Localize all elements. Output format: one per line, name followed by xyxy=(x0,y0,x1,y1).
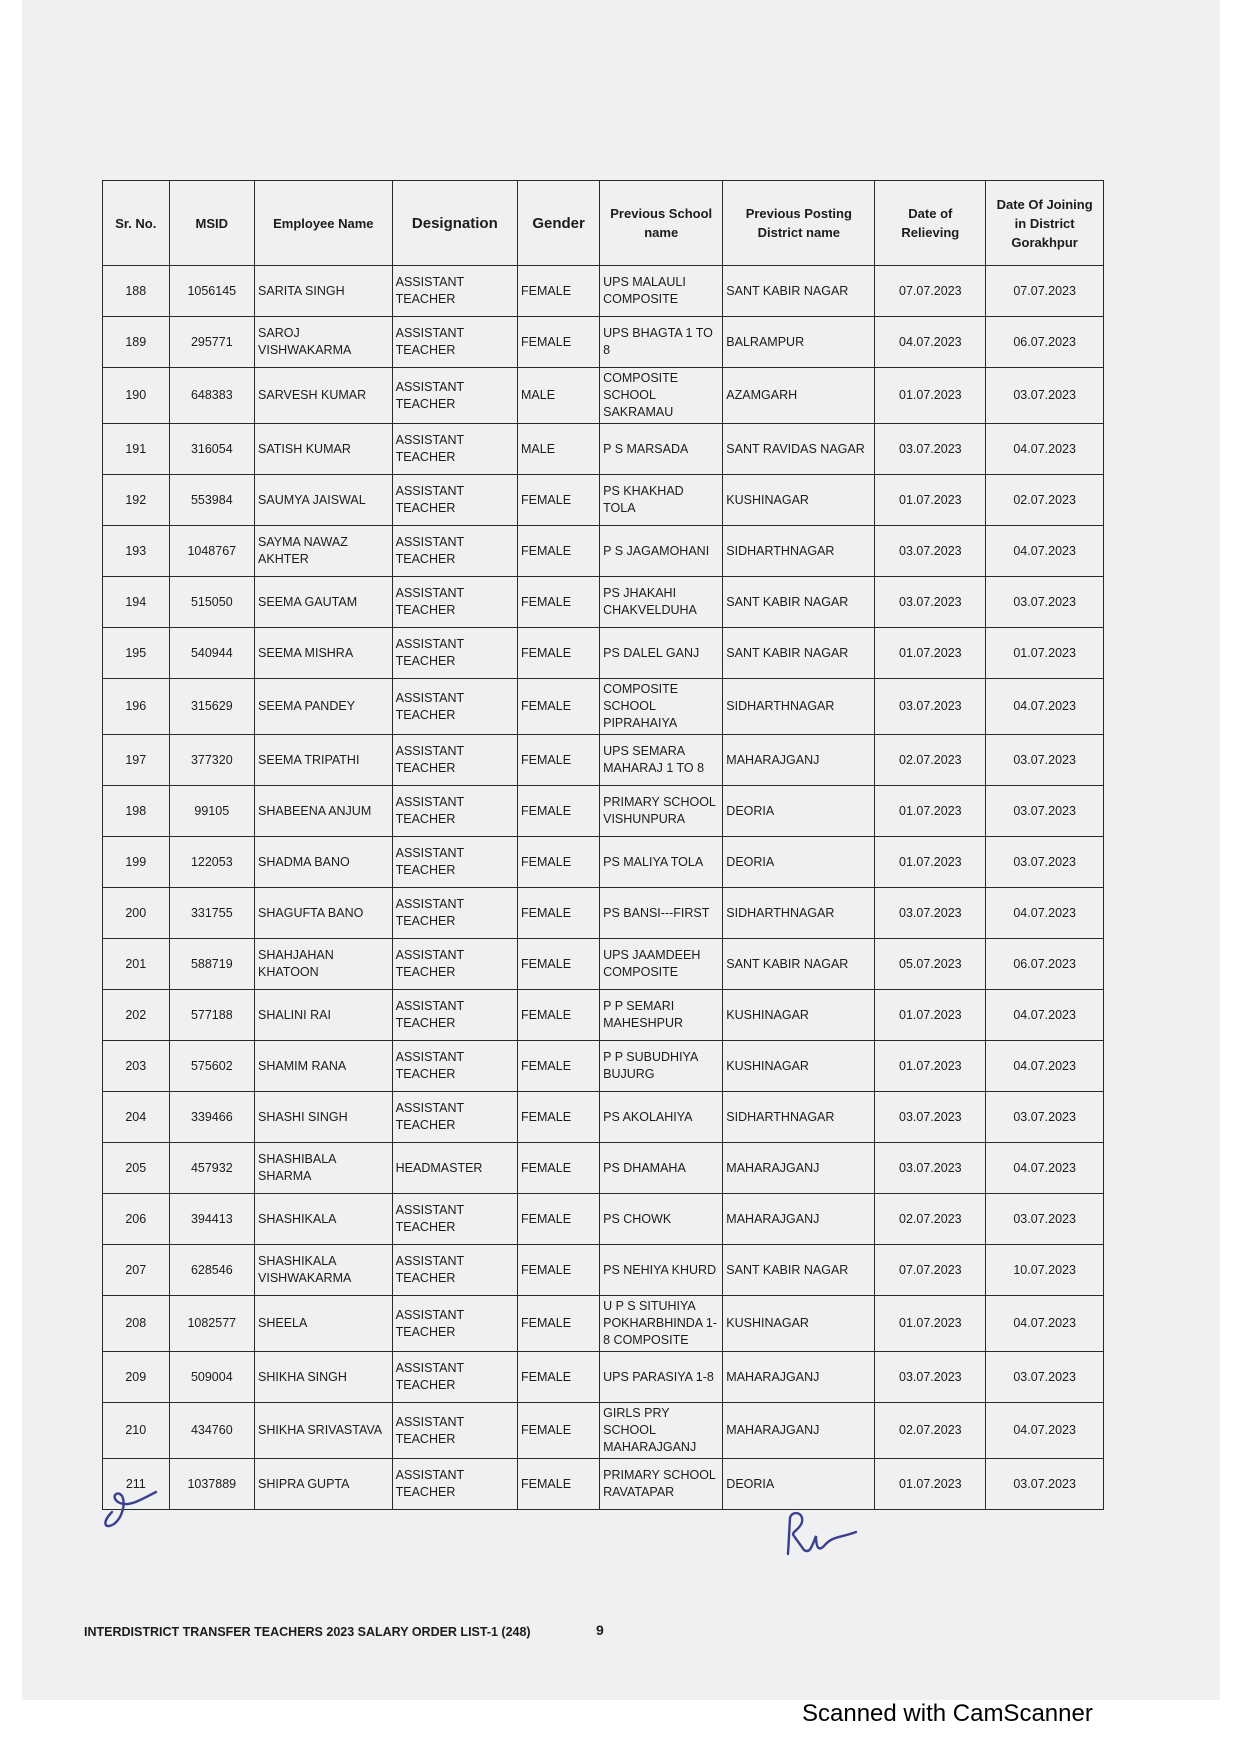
cell-sr-no: 206 xyxy=(103,1194,170,1245)
cell-previous-district: SIDHARTHNAGAR xyxy=(723,1092,875,1143)
cell-msid: 377320 xyxy=(169,735,254,786)
cell-date-relieving: 03.07.2023 xyxy=(875,577,986,628)
cell-designation: ASSISTANT TEACHER xyxy=(392,1352,517,1403)
header-previous-district: Previous Posting District name xyxy=(723,181,875,266)
cell-previous-school: P S MARSADA xyxy=(600,424,723,475)
cell-date-joining: 03.07.2023 xyxy=(986,1092,1104,1143)
table-row xyxy=(103,526,1104,577)
cell-date-joining: 03.07.2023 xyxy=(986,837,1104,888)
cell-msid: 575602 xyxy=(169,1041,254,1092)
cell-date-joining: 07.07.2023 xyxy=(986,266,1104,317)
cell-date-joining: 06.07.2023 xyxy=(986,939,1104,990)
cell-gender: FEMALE xyxy=(518,1245,600,1296)
table-body xyxy=(103,266,1104,1510)
cell-employee-name: SHAHJAHAN KHATOON xyxy=(255,939,393,990)
cell-date-relieving: 01.07.2023 xyxy=(875,1296,986,1352)
cell-date-joining: 04.07.2023 xyxy=(986,888,1104,939)
cell-sr-no: 208 xyxy=(103,1296,170,1352)
cell-employee-name: SHADMA BANO xyxy=(255,837,393,888)
cell-date-relieving: 02.07.2023 xyxy=(875,735,986,786)
cell-sr-no: 205 xyxy=(103,1143,170,1194)
cell-previous-school: PS JHAKAHI CHAKVELDUHA xyxy=(600,577,723,628)
cell-previous-district: BALRAMPUR xyxy=(723,317,875,368)
cell-sr-no: 188 xyxy=(103,266,170,317)
signature-left xyxy=(100,1482,170,1532)
cell-previous-district: DEORIA xyxy=(723,786,875,837)
table-row xyxy=(103,317,1104,368)
table-header-row xyxy=(103,181,1104,266)
cell-msid: 99105 xyxy=(169,786,254,837)
cell-previous-school: UPS JAAMDEEH COMPOSITE xyxy=(600,939,723,990)
cell-gender: FEMALE xyxy=(518,679,600,735)
cell-employee-name: SARVESH KUMAR xyxy=(255,368,393,424)
cell-date-joining: 04.07.2023 xyxy=(986,990,1104,1041)
cell-designation: ASSISTANT TEACHER xyxy=(392,939,517,990)
cell-sr-no: 197 xyxy=(103,735,170,786)
cell-date-joining: 03.07.2023 xyxy=(986,786,1104,837)
cell-previous-school: UPS SEMARA MAHARAJ 1 TO 8 xyxy=(600,735,723,786)
table-row xyxy=(103,577,1104,628)
cell-msid: 1048767 xyxy=(169,526,254,577)
cell-sr-no: 203 xyxy=(103,1041,170,1092)
signature-right xyxy=(782,1506,862,1562)
cell-previous-district: MAHARAJGANJ xyxy=(723,1143,875,1194)
cell-designation: ASSISTANT TEACHER xyxy=(392,1459,517,1510)
cell-sr-no: 202 xyxy=(103,990,170,1041)
cell-previous-school: PS AKOLAHIYA xyxy=(600,1092,723,1143)
cell-previous-school: P P SUBUDHIYA BUJURG xyxy=(600,1041,723,1092)
cell-previous-district: SANT KABIR NAGAR xyxy=(723,266,875,317)
cell-previous-district: SIDHARTHNAGAR xyxy=(723,526,875,577)
cell-msid: 1037889 xyxy=(169,1459,254,1510)
cell-date-relieving: 01.07.2023 xyxy=(875,837,986,888)
page-number: 9 xyxy=(596,1622,604,1638)
cell-sr-no: 211 xyxy=(103,1459,170,1510)
cell-employee-name: SHASHIBALA SHARMA xyxy=(255,1143,393,1194)
cell-employee-name: SEEMA MISHRA xyxy=(255,628,393,679)
cell-date-relieving: 01.07.2023 xyxy=(875,786,986,837)
cell-gender: FEMALE xyxy=(518,628,600,679)
cell-sr-no: 199 xyxy=(103,837,170,888)
cell-designation: ASSISTANT TEACHER xyxy=(392,266,517,317)
cell-date-relieving: 01.07.2023 xyxy=(875,1459,986,1510)
cell-previous-district: MAHARAJGANJ xyxy=(723,1352,875,1403)
table-row xyxy=(103,1296,1104,1352)
table-row xyxy=(103,735,1104,786)
cell-previous-district: KUSHINAGAR xyxy=(723,1296,875,1352)
cell-date-relieving: 03.07.2023 xyxy=(875,1092,986,1143)
camscanner-watermark: Scanned with CamScanner xyxy=(802,1700,1093,1727)
cell-previous-school: PRIMARY SCHOOL RAVATAPAR xyxy=(600,1459,723,1510)
cell-employee-name: SATISH KUMAR xyxy=(255,424,393,475)
cell-date-relieving: 03.07.2023 xyxy=(875,526,986,577)
table-row xyxy=(103,1459,1104,1510)
cell-gender: FEMALE xyxy=(518,317,600,368)
cell-previous-school: U P S SITUHIYA POKHARBHINDA 1-8 COMPOSITE xyxy=(600,1296,723,1352)
cell-employee-name: SHASHIKALA VISHWAKARMA xyxy=(255,1245,393,1296)
cell-designation: ASSISTANT TEACHER xyxy=(392,317,517,368)
table-row xyxy=(103,990,1104,1041)
cell-previous-school: PS DHAMAHA xyxy=(600,1143,723,1194)
table-row xyxy=(103,1194,1104,1245)
header-sr-no: Sr. No. xyxy=(103,181,170,266)
cell-previous-school: P S JAGAMOHANI xyxy=(600,526,723,577)
cell-msid: 394413 xyxy=(169,1194,254,1245)
cell-previous-district: AZAMGARH xyxy=(723,368,875,424)
cell-date-joining: 04.07.2023 xyxy=(986,1143,1104,1194)
cell-designation: HEADMASTER xyxy=(392,1143,517,1194)
cell-date-joining: 04.07.2023 xyxy=(986,424,1104,475)
cell-previous-school: PS MALIYA TOLA xyxy=(600,837,723,888)
cell-previous-school: GIRLS PRY SCHOOL MAHARAJGANJ xyxy=(600,1403,723,1459)
cell-date-relieving: 03.07.2023 xyxy=(875,1352,986,1403)
cell-gender: FEMALE xyxy=(518,786,600,837)
cell-designation: ASSISTANT TEACHER xyxy=(392,424,517,475)
cell-sr-no: 193 xyxy=(103,526,170,577)
cell-gender: FEMALE xyxy=(518,526,600,577)
cell-date-relieving: 03.07.2023 xyxy=(875,424,986,475)
cell-date-joining: 03.07.2023 xyxy=(986,1194,1104,1245)
cell-msid: 577188 xyxy=(169,990,254,1041)
cell-date-relieving: 04.07.2023 xyxy=(875,317,986,368)
cell-employee-name: SAUMYA JAISWAL xyxy=(255,475,393,526)
cell-previous-school: COMPOSITE SCHOOL PIPRAHAIYA xyxy=(600,679,723,735)
cell-msid: 540944 xyxy=(169,628,254,679)
cell-employee-name: SHAMIM RANA xyxy=(255,1041,393,1092)
cell-date-joining: 03.07.2023 xyxy=(986,577,1104,628)
table-row xyxy=(103,939,1104,990)
cell-previous-district: SANT RAVIDAS NAGAR xyxy=(723,424,875,475)
cell-sr-no: 209 xyxy=(103,1352,170,1403)
cell-designation: ASSISTANT TEACHER xyxy=(392,368,517,424)
cell-msid: 339466 xyxy=(169,1092,254,1143)
cell-sr-no: 190 xyxy=(103,368,170,424)
cell-msid: 434760 xyxy=(169,1403,254,1459)
cell-date-joining: 06.07.2023 xyxy=(986,317,1104,368)
table-row xyxy=(103,368,1104,424)
cell-previous-district: KUSHINAGAR xyxy=(723,990,875,1041)
cell-msid: 316054 xyxy=(169,424,254,475)
cell-designation: ASSISTANT TEACHER xyxy=(392,786,517,837)
cell-employee-name: SHAGUFTA BANO xyxy=(255,888,393,939)
cell-gender: FEMALE xyxy=(518,577,600,628)
table-row xyxy=(103,679,1104,735)
cell-msid: 1056145 xyxy=(169,266,254,317)
cell-gender: FEMALE xyxy=(518,990,600,1041)
cell-date-joining: 03.07.2023 xyxy=(986,1352,1104,1403)
cell-previous-school: PS KHAKHAD TOLA xyxy=(600,475,723,526)
cell-msid: 331755 xyxy=(169,888,254,939)
cell-date-relieving: 03.07.2023 xyxy=(875,1143,986,1194)
table-row xyxy=(103,1092,1104,1143)
cell-gender: FEMALE xyxy=(518,1459,600,1510)
cell-previous-district: MAHARAJGANJ xyxy=(723,735,875,786)
cell-gender: FEMALE xyxy=(518,266,600,317)
table-row xyxy=(103,888,1104,939)
cell-sr-no: 201 xyxy=(103,939,170,990)
cell-date-joining: 03.07.2023 xyxy=(986,368,1104,424)
cell-date-joining: 02.07.2023 xyxy=(986,475,1104,526)
cell-date-joining: 04.07.2023 xyxy=(986,1403,1104,1459)
cell-gender: FEMALE xyxy=(518,475,600,526)
transfer-table xyxy=(102,180,1104,1510)
table-row xyxy=(103,628,1104,679)
cell-date-relieving: 01.07.2023 xyxy=(875,1041,986,1092)
cell-date-relieving: 05.07.2023 xyxy=(875,939,986,990)
cell-sr-no: 189 xyxy=(103,317,170,368)
cell-gender: FEMALE xyxy=(518,837,600,888)
cell-gender: FEMALE xyxy=(518,1352,600,1403)
cell-employee-name: SEEMA PANDEY xyxy=(255,679,393,735)
header-date-joining: Date Of Joining in District Gorakhpur xyxy=(986,181,1104,266)
cell-gender: FEMALE xyxy=(518,1296,600,1352)
header-employee-name: Employee Name xyxy=(255,181,393,266)
cell-sr-no: 207 xyxy=(103,1245,170,1296)
cell-gender: FEMALE xyxy=(518,1194,600,1245)
cell-designation: ASSISTANT TEACHER xyxy=(392,577,517,628)
cell-date-relieving: 02.07.2023 xyxy=(875,1403,986,1459)
cell-msid: 553984 xyxy=(169,475,254,526)
cell-employee-name: SHABEENA ANJUM xyxy=(255,786,393,837)
cell-previous-district: KUSHINAGAR xyxy=(723,1041,875,1092)
table-row xyxy=(103,1245,1104,1296)
cell-designation: ASSISTANT TEACHER xyxy=(392,888,517,939)
cell-previous-district: MAHARAJGANJ xyxy=(723,1403,875,1459)
cell-previous-district: KUSHINAGAR xyxy=(723,475,875,526)
cell-msid: 509004 xyxy=(169,1352,254,1403)
cell-designation: ASSISTANT TEACHER xyxy=(392,1403,517,1459)
table-row xyxy=(103,1041,1104,1092)
cell-employee-name: SHASHIKALA xyxy=(255,1194,393,1245)
cell-designation: ASSISTANT TEACHER xyxy=(392,1296,517,1352)
cell-designation: ASSISTANT TEACHER xyxy=(392,1041,517,1092)
cell-employee-name: SHIKHA SRIVASTAVA xyxy=(255,1403,393,1459)
cell-employee-name: SEEMA TRIPATHI xyxy=(255,735,393,786)
table-row xyxy=(103,1403,1104,1459)
cell-sr-no: 194 xyxy=(103,577,170,628)
cell-date-relieving: 01.07.2023 xyxy=(875,475,986,526)
cell-employee-name: SARITA SINGH xyxy=(255,266,393,317)
cell-date-relieving: 02.07.2023 xyxy=(875,1194,986,1245)
cell-msid: 588719 xyxy=(169,939,254,990)
cell-gender: FEMALE xyxy=(518,1143,600,1194)
cell-designation: ASSISTANT TEACHER xyxy=(392,679,517,735)
cell-previous-school: UPS BHAGTA 1 TO 8 xyxy=(600,317,723,368)
cell-designation: ASSISTANT TEACHER xyxy=(392,526,517,577)
cell-previous-school: PRIMARY SCHOOL VISHUNPURA xyxy=(600,786,723,837)
header-date-relieving: Date of Relieving xyxy=(875,181,986,266)
cell-gender: FEMALE xyxy=(518,888,600,939)
cell-gender: FEMALE xyxy=(518,1092,600,1143)
cell-previous-school: UPS PARASIYA 1-8 xyxy=(600,1352,723,1403)
cell-sr-no: 204 xyxy=(103,1092,170,1143)
cell-msid: 315629 xyxy=(169,679,254,735)
header-previous-school: Previous School name xyxy=(600,181,723,266)
footer-title: INTERDISTRICT TRANSFER TEACHERS 2023 SALARY ORDER LIST-1 (248) xyxy=(84,1625,531,1639)
cell-designation: ASSISTANT TEACHER xyxy=(392,1194,517,1245)
table-row xyxy=(103,1143,1104,1194)
cell-previous-school: PS DALEL GANJ xyxy=(600,628,723,679)
cell-date-relieving: 01.07.2023 xyxy=(875,368,986,424)
cell-employee-name: SEEMA GAUTAM xyxy=(255,577,393,628)
cell-gender: FEMALE xyxy=(518,1403,600,1459)
cell-msid: 515050 xyxy=(169,577,254,628)
cell-previous-school: P P SEMARI MAHESHPUR xyxy=(600,990,723,1041)
cell-gender: FEMALE xyxy=(518,735,600,786)
cell-date-joining: 04.07.2023 xyxy=(986,679,1104,735)
table-row xyxy=(103,1352,1104,1403)
cell-msid: 628546 xyxy=(169,1245,254,1296)
cell-previous-district: SIDHARTHNAGAR xyxy=(723,888,875,939)
cell-date-relieving: 07.07.2023 xyxy=(875,266,986,317)
cell-previous-district: SIDHARTHNAGAR xyxy=(723,679,875,735)
cell-sr-no: 191 xyxy=(103,424,170,475)
cell-msid: 1082577 xyxy=(169,1296,254,1352)
cell-sr-no: 198 xyxy=(103,786,170,837)
cell-date-relieving: 01.07.2023 xyxy=(875,990,986,1041)
cell-msid: 457932 xyxy=(169,1143,254,1194)
cell-designation: ASSISTANT TEACHER xyxy=(392,475,517,526)
cell-date-joining: 01.07.2023 xyxy=(986,628,1104,679)
cell-gender: MALE xyxy=(518,424,600,475)
header-gender: Gender xyxy=(518,181,600,266)
cell-previous-district: SANT KABIR NAGAR xyxy=(723,939,875,990)
cell-designation: ASSISTANT TEACHER xyxy=(392,1245,517,1296)
cell-sr-no: 192 xyxy=(103,475,170,526)
cell-date-joining: 03.07.2023 xyxy=(986,1459,1104,1510)
cell-previous-district: SANT KABIR NAGAR xyxy=(723,1245,875,1296)
cell-gender: FEMALE xyxy=(518,1041,600,1092)
cell-date-joining: 10.07.2023 xyxy=(986,1245,1104,1296)
cell-date-joining: 04.07.2023 xyxy=(986,1041,1104,1092)
cell-date-joining: 04.07.2023 xyxy=(986,526,1104,577)
cell-previous-district: MAHARAJGANJ xyxy=(723,1194,875,1245)
cell-sr-no: 210 xyxy=(103,1403,170,1459)
cell-employee-name: SHASHI SINGH xyxy=(255,1092,393,1143)
cell-date-relieving: 03.07.2023 xyxy=(875,888,986,939)
cell-employee-name: SAROJ VISHWAKARMA xyxy=(255,317,393,368)
cell-previous-school: COMPOSITE SCHOOL SAKRAMAU xyxy=(600,368,723,424)
cell-designation: ASSISTANT TEACHER xyxy=(392,837,517,888)
header-designation: Designation xyxy=(392,181,517,266)
cell-previous-school: PS CHOWK xyxy=(600,1194,723,1245)
table-row xyxy=(103,837,1104,888)
cell-designation: ASSISTANT TEACHER xyxy=(392,1092,517,1143)
cell-msid: 648383 xyxy=(169,368,254,424)
cell-designation: ASSISTANT TEACHER xyxy=(392,735,517,786)
table-row xyxy=(103,424,1104,475)
cell-msid: 295771 xyxy=(169,317,254,368)
cell-previous-school: PS NEHIYA KHURD xyxy=(600,1245,723,1296)
cell-previous-school: PS BANSI---FIRST xyxy=(600,888,723,939)
cell-employee-name: SHIKHA SINGH xyxy=(255,1352,393,1403)
cell-date-joining: 04.07.2023 xyxy=(986,1296,1104,1352)
cell-sr-no: 195 xyxy=(103,628,170,679)
cell-gender: MALE xyxy=(518,368,600,424)
cell-previous-district: DEORIA xyxy=(723,1459,875,1510)
cell-designation: ASSISTANT TEACHER xyxy=(392,628,517,679)
cell-employee-name: SAYMA NAWAZ AKHTER xyxy=(255,526,393,577)
cell-msid: 122053 xyxy=(169,837,254,888)
cell-date-relieving: 01.07.2023 xyxy=(875,628,986,679)
cell-employee-name: SHIPRA GUPTA xyxy=(255,1459,393,1510)
cell-date-relieving: 03.07.2023 xyxy=(875,679,986,735)
cell-previous-district: SANT KABIR NAGAR xyxy=(723,628,875,679)
cell-previous-school: UPS MALAULI COMPOSITE xyxy=(600,266,723,317)
cell-gender: FEMALE xyxy=(518,939,600,990)
table-row xyxy=(103,475,1104,526)
cell-previous-district: SANT KABIR NAGAR xyxy=(723,577,875,628)
cell-employee-name: SHEELA xyxy=(255,1296,393,1352)
cell-sr-no: 196 xyxy=(103,679,170,735)
cell-previous-district: DEORIA xyxy=(723,837,875,888)
cell-sr-no: 200 xyxy=(103,888,170,939)
table-row xyxy=(103,786,1104,837)
table-row xyxy=(103,266,1104,317)
cell-date-joining: 03.07.2023 xyxy=(986,735,1104,786)
cell-designation: ASSISTANT TEACHER xyxy=(392,990,517,1041)
cell-date-relieving: 07.07.2023 xyxy=(875,1245,986,1296)
header-msid: MSID xyxy=(169,181,254,266)
cell-employee-name: SHALINI RAI xyxy=(255,990,393,1041)
